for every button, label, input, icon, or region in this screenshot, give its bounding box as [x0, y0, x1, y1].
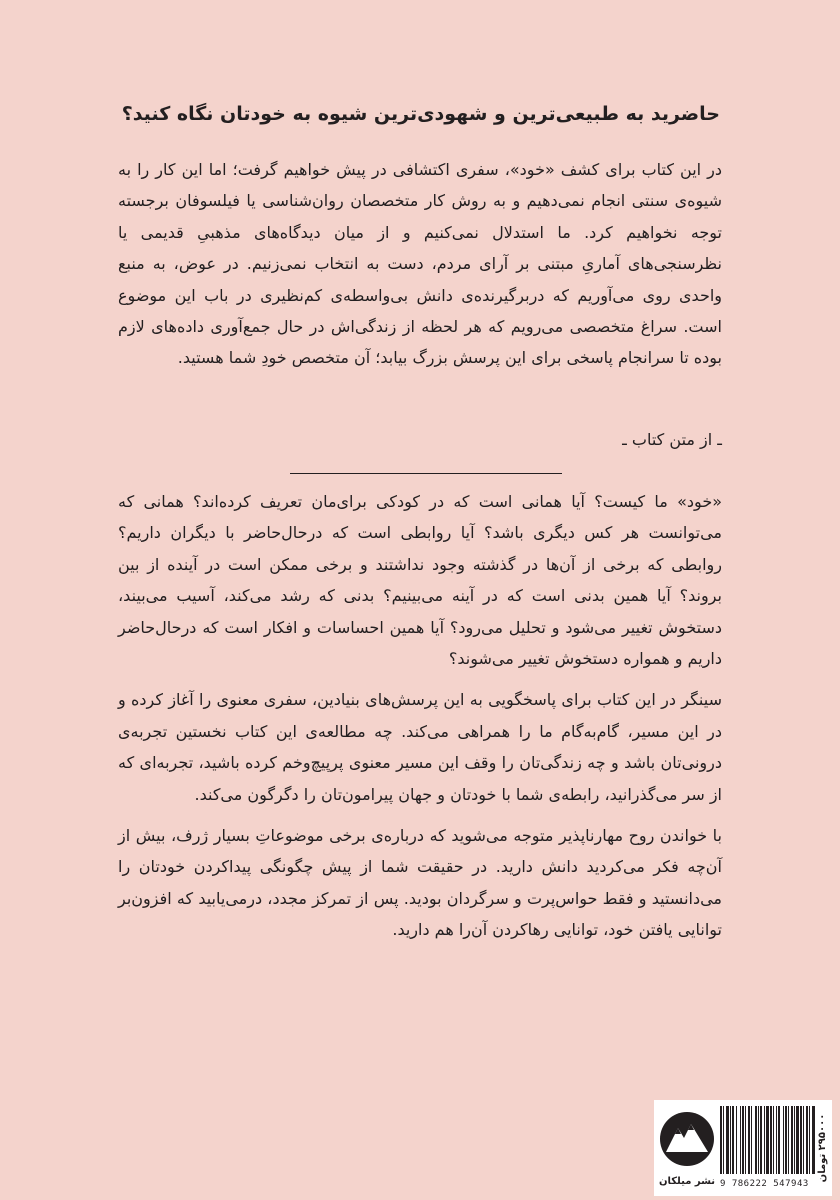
- source-attribution: ـ از متن کتاب ـ: [622, 430, 722, 449]
- blurb-paragraph-3: با خواندن روح مهارناپذیر متوجه می‌شوید که درباره‌ی برخی موضوعاتِ بسیار ژرف، بیش از آن‌چه فکر می‌کردید دانش دارید. در حقیقت شما از پیش چگونگی پیداکردن خودتان را می‌دانستید و فقط حواس‌پرت و سرگردان بودید. پس از تمرکز مجدد، درمی‌یابید که افزون‌بر توانایی یافتن خود، توانایی رهاکردن آن‌را هم دارید.: [118, 826, 722, 940]
- barcode: [720, 1106, 816, 1174]
- isbn-number: 9 786222 547943: [720, 1179, 809, 1189]
- intro-section: [118, 154, 722, 374]
- mountains-logo-icon: [658, 1104, 716, 1174]
- section-divider: [290, 473, 562, 474]
- intro-paragraph: در این کتاب برای کشف «خود»، سفری اکتشافی در پیش خواهیم گرفت؛ اما این کار را به شیوه‌ی سنتی انجام نمی‌دهیم و به روش کار متخصصان روان‌شناسی یا فیلسوفان برجسته توجه نخواهیم کرد. ما استدلال نمی‌کنیم و از میان دیدگاه‌های مذهبیِ قدیمی یا نظرسنجی‌های آماریِ مبتنی بر آرای مردم، دست به انتخاب نمی‌زنیم. در عوض، به منبع واحدی روی می‌آوریم که دربرگیرنده‌ی دانش بی‌واسطه‌ی کم‌نظیری در باب این موضوع است. سراغ متخصصی می‌رویم که هر لحظه از زندگی‌اش در حال جمع‌آوری داده‌های لازم بوده تا سرانجام پاسخی برای این پرسش بزرگ بیابد؛ آن متخصص خودِ شما هستید.: [118, 160, 722, 368]
- blurb-paragraph-1: «خود» ما کیست؟ آیا همانی است که در کودکی برای‌مان تعریف کرده‌اند؟ همانی که می‌توانست هر کس دیگری باشد؟ آیا روابطی است که درحال‌حاضر با دیگران داریم؟ روابطی که برخی از آن‌ها در گذشته وجود نداشتند و برخی ممکن است در آینده از بین بروند؟ آیا همین بدنی است که در آینه می‌بینیم؟ بدنی که رشد می‌کند، آسیب می‌بیند، دستخوش تغییر می‌شود و تحلیل می‌رود؟ آیا همین احساسات و افکار است که درحال‌حاضر داریم و همواره دستخوش تغییر می‌شوند؟: [118, 492, 722, 669]
- publisher-name: نشر میلکان: [658, 1176, 716, 1187]
- barcode-block: [654, 1100, 832, 1196]
- price-label: ۲۹۵۰۰۰ تومان: [817, 1113, 828, 1183]
- cover-heading: حاضرید به طبیعی‌ترین و شهودی‌ترین شیوه به خودتان نگاه کنید؟: [121, 103, 720, 125]
- blurb-section: [118, 486, 722, 946]
- blurb-paragraph-2: سینگر در این کتاب برای پاسخگویی به این پرسش‌های بنیادین، سفری معنوی را آغاز کرده و در این مسیر، گام‌به‌گام ما را همراهی می‌کند. چه مطالعه‌ی این کتاب نخستین تجربه‌ی درونی‌تان باشد و چه زندگی‌تان را وقف این مسیر معنوی پرپیچ‌وخم کرده باشید، تجربه‌ای که از سر می‌گذرانید، رابطه‌ی شما با خودتان و جهان پیرامون‌تان را دگرگون می‌کند.: [118, 690, 722, 804]
